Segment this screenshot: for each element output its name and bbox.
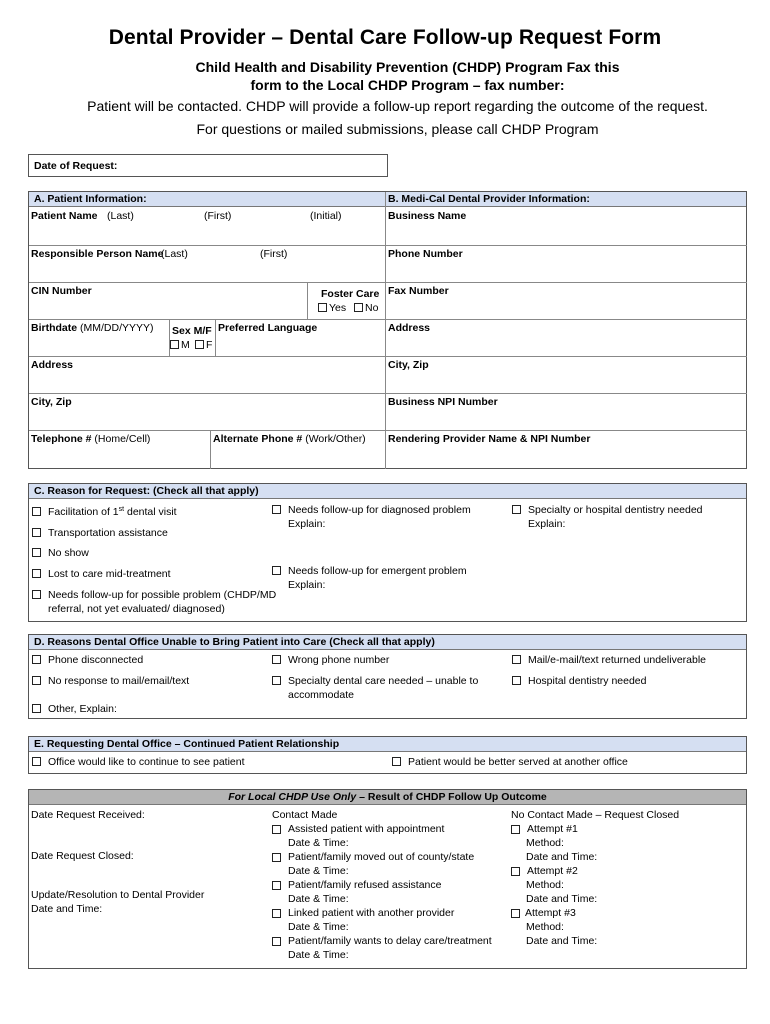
section-c-header: C. Reason for Request: (Check all that apply) — [29, 484, 746, 499]
reason-for-request-section — [28, 483, 747, 622]
attempt-2-label: Attempt #2 — [527, 865, 578, 877]
facilitation-label: Facilitation of 1st dental visit — [48, 506, 177, 518]
provider-city-zip-field[interactable] — [386, 357, 747, 393]
specialty-unable-label-2: accommodate — [288, 689, 354, 701]
moved-out-checkbox[interactable] — [272, 853, 281, 862]
lost-to-care-checkbox[interactable] — [32, 569, 41, 578]
attempt-1-checkbox[interactable] — [511, 825, 520, 834]
provider-address-field[interactable] — [386, 320, 747, 356]
refused-assistance-checkbox[interactable] — [272, 881, 281, 890]
facilitation-checkbox[interactable] — [32, 507, 41, 516]
wrong-number-checkbox[interactable] — [272, 655, 281, 664]
diagnosed-problem-label: Needs follow-up for diagnosed problem — [288, 504, 471, 516]
unable-to-bring-section — [28, 634, 747, 719]
patient-first-label: (First) — [204, 210, 232, 222]
date-request-closed-label: Date Request Closed: — [31, 850, 134, 862]
sex-m-checkbox[interactable] — [170, 340, 179, 349]
attempt-1-label: Attempt #1 — [527, 823, 578, 835]
phone-disconnected-label: Phone disconnected — [48, 654, 144, 666]
patient-name-label: Patient Name — [31, 210, 98, 222]
patient-last-label: (Last) — [107, 210, 134, 222]
rendering-provider-label: Rendering Provider Name & NPI Number — [388, 433, 591, 445]
foster-care-label: Foster Care — [321, 288, 380, 300]
delay-date-time-label: Date & Time: — [288, 949, 349, 961]
foster-yes-label: Yes — [329, 302, 347, 314]
no-response-label: No response to mail/email/text — [48, 675, 190, 687]
business-name-field[interactable] — [386, 208, 747, 245]
section-f-header-rest: – Result of CHDP Follow Up Outcome — [356, 791, 547, 803]
birthdate-label: Birthdate (MM/DD/YYYY) — [31, 322, 154, 334]
page-title: Dental Provider – Dental Care Follow-up Request Form — [108, 26, 662, 49]
sex-m-label: M — [181, 339, 190, 351]
patient-name-field[interactable] — [29, 208, 385, 245]
continue-seeing-checkbox[interactable] — [32, 757, 41, 766]
subtitle-line-2: form to the Local CHDP Program – fax number: — [250, 77, 565, 93]
assisted-date-time-label: Date & Time: — [288, 837, 349, 849]
attempt-3-method-label: Method: — [526, 921, 564, 933]
provider-phone-label: Phone Number — [388, 248, 463, 260]
update-resolution-label: Update/Resolution to Dental Provider — [31, 889, 205, 901]
preferred-language-field[interactable] — [216, 320, 385, 356]
no-response-checkbox[interactable] — [32, 676, 41, 685]
attempt-1-date-label: Date and Time: — [526, 851, 598, 863]
provider-address-label: Address — [388, 322, 431, 334]
sex-f-checkbox[interactable] — [195, 340, 204, 349]
patient-city-zip-field[interactable] — [29, 394, 385, 430]
specialty-needed-label: Specialty or hospital dentistry needed — [528, 504, 703, 516]
patient-city-zip-label: City, Zip — [31, 396, 72, 408]
contact-made-label: Contact Made — [272, 809, 338, 821]
patient-provider-section — [28, 191, 747, 469]
mail-returned-checkbox[interactable] — [512, 655, 521, 664]
attempt-3-checkbox[interactable] — [511, 909, 520, 918]
provider-fax-field[interactable] — [386, 283, 747, 319]
possible-problem-label-1: Needs follow-up for possible problem (CHDP/MD — [48, 589, 277, 601]
birthdate-field[interactable] — [29, 320, 169, 356]
sex-label: Sex M/F — [172, 325, 212, 337]
section-d-header: D. Reasons Dental Office Unable to Bring Patient into Care (Check all that apply) — [29, 635, 746, 650]
responsible-person-label: Responsible Person Name — [31, 248, 164, 260]
diagnosed-problem-checkbox[interactable] — [272, 505, 281, 514]
refused-assistance-label: Patient/family refused assistance — [288, 879, 442, 891]
phone-disconnected-checkbox[interactable] — [32, 655, 41, 664]
rendering-provider-field[interactable] — [386, 431, 747, 469]
patient-initial-label: (Initial) — [310, 210, 342, 222]
section-f-header — [29, 790, 746, 805]
lost-to-care-label: Lost to care mid-treatment — [48, 568, 171, 580]
business-npi-label: Business NPI Number — [388, 396, 498, 408]
cell-divider — [169, 320, 170, 356]
no-show-checkbox[interactable] — [32, 548, 41, 557]
date-of-request-label: Date of Request: — [34, 160, 118, 172]
provider-fax-label: Fax Number — [388, 285, 449, 297]
better-served-label: Patient would be better served at another office — [408, 756, 628, 768]
subtitle-line-1: Child Health and Disability Prevention (CHDP) Program Fax this — [195, 59, 620, 75]
assisted-appointment-label: Assisted patient with appointment — [288, 823, 445, 835]
section-e-header: E. Requesting Dental Office – Continued Patient Relationship — [29, 737, 746, 752]
patient-address-label: Address — [31, 359, 74, 371]
date-request-received-label: Date Request Received: — [31, 809, 145, 821]
better-served-checkbox[interactable] — [392, 757, 401, 766]
alternate-phone-label: Alternate Phone # (Work/Other) — [213, 433, 366, 445]
possible-problem-checkbox[interactable] — [32, 590, 41, 599]
mail-returned-label: Mail/e-mail/text returned undeliverable — [528, 654, 707, 666]
no-contact-label: No Contact Made – Request Closed — [511, 809, 680, 821]
section-a-header: A. Patient Information: — [34, 193, 147, 205]
responsible-last-label: (Last) — [161, 248, 188, 260]
assisted-appointment-checkbox[interactable] — [272, 825, 281, 834]
provider-phone-field[interactable] — [386, 246, 747, 282]
specialty-needed-checkbox[interactable] — [512, 505, 521, 514]
foster-yes-checkbox[interactable] — [318, 303, 327, 312]
hospital-dentistry-checkbox[interactable] — [512, 676, 521, 685]
instruction-line-2: For questions or mailed submissions, please call CHDP Program — [196, 121, 599, 137]
moved-date-time-label: Date & Time: — [288, 865, 349, 877]
patient-address-field[interactable] — [29, 357, 385, 393]
attempt-2-method-label: Method: — [526, 879, 564, 891]
cin-number-field[interactable] — [29, 283, 307, 319]
diagnosed-explain-label: Explain: — [288, 518, 326, 530]
telephone-field[interactable] — [29, 431, 210, 469]
wrong-number-label: Wrong phone number — [288, 654, 390, 666]
instruction-line-1: Patient will be contacted. CHDP will provide a follow-up report regarding the outcome of the request. — [87, 98, 708, 114]
linked-provider-label: Linked patient with another provider — [288, 907, 455, 919]
refused-date-time-label: Date & Time: — [288, 893, 349, 905]
business-name-label: Business Name — [388, 210, 467, 222]
provider-city-zip-label: City, Zip — [388, 359, 429, 371]
alternate-phone-field[interactable] — [211, 431, 385, 469]
delay-care-label: Patient/family wants to delay care/treatment — [288, 935, 492, 947]
attempt-1-method-label: Method: — [526, 837, 564, 849]
transportation-label: Transportation assistance — [48, 527, 168, 539]
no-show-label: No show — [48, 547, 89, 559]
delay-care-checkbox[interactable] — [272, 937, 281, 946]
specialty-explain-label: Explain: — [528, 518, 566, 530]
sex-f-label: F — [206, 339, 213, 351]
foster-no-label: No — [365, 302, 379, 314]
possible-problem-label-2: referral, not yet evaluated/ diagnosed) — [48, 603, 225, 615]
other-explain-checkbox[interactable] — [32, 704, 41, 713]
update-date-time-label: Date and Time: — [31, 903, 103, 915]
transportation-checkbox[interactable] — [32, 528, 41, 537]
other-explain-label: Other, Explain: — [48, 703, 117, 715]
responsible-first-label: (First) — [260, 248, 288, 260]
section-b-header: B. Medi-Cal Dental Provider Information: — [388, 193, 590, 205]
moved-out-label: Patient/family moved out of county/state — [288, 851, 475, 863]
attempt-3-date-label: Date and Time: — [526, 935, 598, 947]
continued-relationship-section — [28, 736, 747, 774]
attempt-3-label: Attempt #3 — [525, 907, 576, 919]
specialty-unable-label-1: Specialty dental care needed – unable to — [288, 675, 479, 687]
emergent-explain-label: Explain: — [288, 579, 326, 591]
business-npi-field[interactable] — [386, 394, 747, 430]
preferred-language-label: Preferred Language — [218, 322, 318, 334]
cin-number-label: CIN Number — [31, 285, 92, 297]
telephone-label: Telephone # (Home/Cell) — [31, 433, 151, 445]
emergent-problem-label: Needs follow-up for emergent problem — [288, 565, 467, 577]
specialty-unable-checkbox[interactable] — [272, 676, 281, 685]
cell-divider — [307, 283, 308, 319]
foster-no-checkbox[interactable] — [354, 303, 363, 312]
linked-provider-checkbox[interactable] — [272, 909, 281, 918]
linked-date-time-label: Date & Time: — [288, 921, 349, 933]
attempt-2-checkbox[interactable] — [511, 867, 520, 876]
section-f-header-italic: For Local CHDP Use Only — [228, 791, 357, 803]
emergent-problem-checkbox[interactable] — [272, 566, 281, 575]
attempt-2-date-label: Date and Time: — [526, 893, 598, 905]
responsible-person-field[interactable] — [29, 246, 385, 282]
hospital-dentistry-label: Hospital dentistry needed — [528, 675, 647, 687]
local-chdp-use-section — [28, 789, 747, 969]
date-of-request-field[interactable] — [28, 154, 388, 177]
continue-seeing-label: Office would like to continue to see patient — [48, 756, 245, 768]
